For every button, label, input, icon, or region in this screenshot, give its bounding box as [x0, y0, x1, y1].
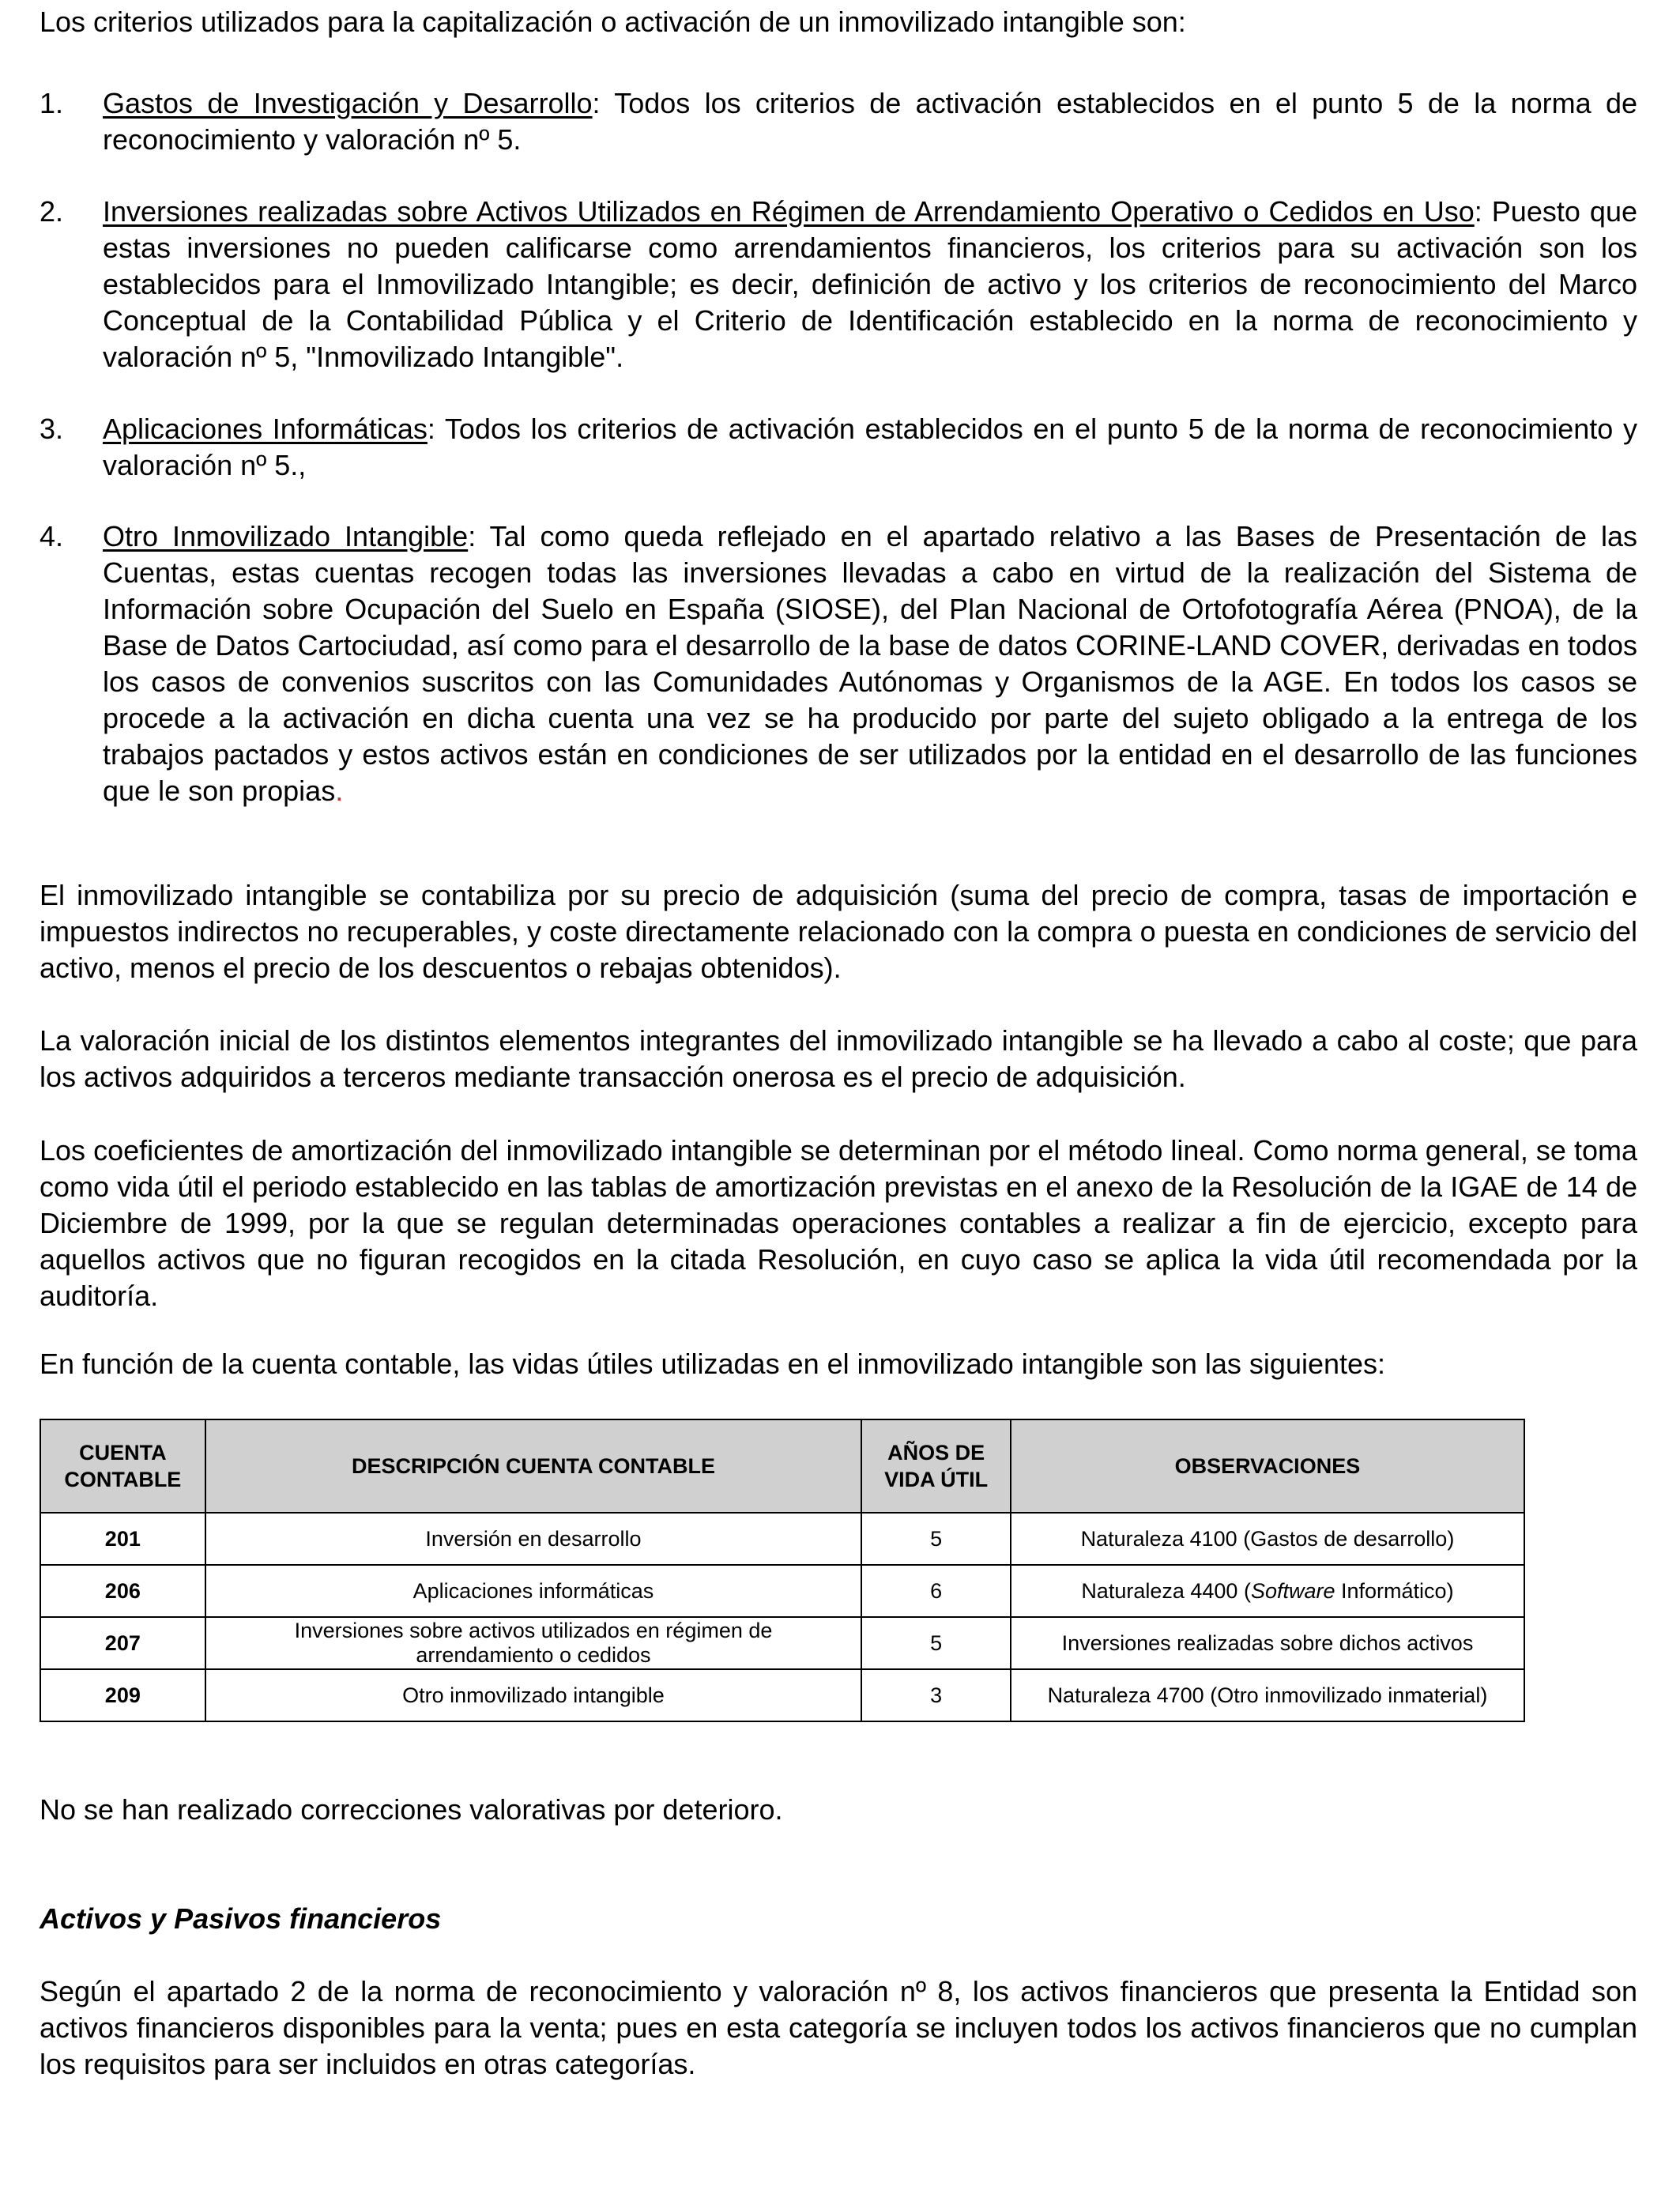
obs-italic: Software: [1250, 1578, 1335, 1603]
cell-descripcion: Otro inmovilizado intangible: [205, 1669, 862, 1721]
paragraph-valoracion: La valoración inicial de los distintos elementos integrantes del inmovilizado intangible se ha llevado a cabo al coste; que para los activos adquiridos a terceros mediante transacción onerosa es el precio de adquisición.: [40, 1024, 1637, 1093]
obs-text: Naturaleza 4700 (Otro inmovilizado inmaterial): [1047, 1683, 1488, 1707]
obs-text-post: Informático): [1335, 1578, 1454, 1603]
cell-descripcion: Aplicaciones informáticas: [205, 1565, 862, 1617]
criteria-text: : Puesto que estas inversiones no pueden calificarse como arrendamientos financieros, los criterios para su activación son los establecidos para el Inmovilizado Intangible; es decir, definición de activo y los criterios de reconocimiento del Marco Conceptual de la Contabilidad Pública y el Criterio de Identificación establecido en la norma de reconocimiento y valoración nº 5, "Inmovilizado Intangible".: [103, 195, 1637, 373]
paragraph-financieros: Según el apartado 2 de la norma de reconocimiento y valoración nº 8, los activos financieros que presenta la Entidad son activos financieros disponibles para la venta; pues en esta categoría se incluyen todos los activos financieros que no cumplan los requisitos para ser incluidos en otras categorías.: [40, 1975, 1637, 2080]
criteria-title: Gastos de Investigación y Desarrollo: [103, 87, 593, 119]
obs-text: Naturaleza 4100 (Gastos de desarrollo): [1080, 1526, 1455, 1551]
criteria-item-1: [40, 85, 1637, 158]
cell-anos: 6: [861, 1565, 1011, 1617]
cell-anos: 5: [861, 1617, 1011, 1669]
intro-paragraph: Los criterios utilizados para la capitalización o activación de un inmovilizado intangible son:: [40, 6, 1186, 38]
criteria-text: : Tal como queda reflejado en el apartado relativo a las Bases de Presentación de las Cuentas, estas cuentas recogen todas las inversiones llevadas a cabo en virtud de la realización del Sistema de Información sobre Ocupación del Suelo en España (SIOSE), del Plan Nacional de Ortofotografía Aérea (PNOA), de la Base de Datos Cartociudad, así como para el desarrollo de la base de datos CORINE-LAND COVER, derivadas en todos los casos de convenios suscritos con las Comunidades Autónomas y Organismos de la AGE. En todos los casos se procede a la activación en dicha cuenta una vez se ha producido por parte del sujeto obligado a la entrega de los trabajos pactados y estos activos están en condiciones de ser utilizados por la entidad en el desarrollo de las funciones que le son propias: [103, 520, 1637, 807]
cell-descripcion: Inversión en desarrollo: [205, 1513, 862, 1565]
paragraph-funcion: En función de la cuenta contable, las vidas útiles utilizadas en el inmovilizado intangible son las siguientes:: [40, 1348, 1386, 1380]
table-row: [40, 1617, 1524, 1669]
criteria-number: 4.: [40, 520, 64, 552]
cell-cuenta: 207: [40, 1617, 205, 1669]
obs-text: Inversiones realizadas sobre dichos activos: [1061, 1630, 1474, 1655]
header-anos: AÑOS DE VIDA ÚTIL: [861, 1419, 1011, 1513]
cell-observaciones: [1011, 1617, 1524, 1669]
table-row: [40, 1565, 1524, 1617]
cell-descripcion: Inversiones sobre activos utilizados en régimen de arrendamiento o cedidos: [205, 1617, 862, 1669]
table-header-row: [40, 1419, 1524, 1513]
cell-cuenta: 209: [40, 1669, 205, 1721]
paragraph-coeficientes: Los coeficientes de amortización del inmovilizado intangible se determinan por el método lineal. Como norma general, se toma como vida útil el periodo establecido en las tablas de amortización previstas en el anexo de la Resolución de la IGAE de 14 de Diciembre de 1999, por la que se regulan determinadas operaciones contables a realizar a fin de ejercicio, excepto para aquellos activos que no figuran recogidos en la citada Resolución, en cuyo caso se aplica la vida útil recomendada por la auditoría.: [40, 1134, 1637, 1312]
criteria-item-4: [40, 518, 1637, 809]
criteria-title: Inversiones realizadas sobre Activos Utilizados en Régimen de Arrendamiento Operativo o Cedidos en Uso: [103, 195, 1475, 228]
criteria-item-2: [40, 194, 1637, 375]
criteria-item-3: [40, 411, 1637, 484]
criteria-text: : Todos los criterios de activación establecidos en el punto 5 de la norma de reconocimiento y valoración nº 5.,: [103, 413, 1637, 481]
table-row: [40, 1669, 1524, 1721]
section-heading: Activos y Pasivos financieros: [40, 1902, 442, 1935]
paragraph-precio: El inmovilizado intangible se contabiliza por su precio de adquisición (suma del precio de compra, tasas de importación e impuestos indirectos no recuperables, y coste directamente relacionado con la compra o puesta en condiciones de servicio del activo, menos el precio de los descuentos o rebajas obtenidos).: [40, 879, 1637, 984]
header-descripcion: DESCRIPCIÓN CUENTA CONTABLE: [205, 1419, 862, 1513]
cell-cuenta: 201: [40, 1513, 205, 1565]
criteria-text: : Todos los criterios de activación establecidos en el punto 5 de la norma de reconocimiento y valoración nº 5.: [103, 87, 1637, 156]
vida-util-table: [40, 1419, 1525, 1722]
cell-anos: 5: [861, 1513, 1011, 1565]
paragraph-deterioro: No se han realizado correcciones valorativas por deterioro.: [40, 1793, 783, 1826]
header-cuenta: CUENTA CONTABLE: [40, 1419, 205, 1513]
cell-observaciones: [1011, 1513, 1524, 1565]
table-row: [40, 1513, 1524, 1565]
criteria-number: 3.: [40, 413, 64, 445]
criteria-title: Aplicaciones Informáticas: [103, 413, 428, 445]
cell-cuenta: 206: [40, 1565, 205, 1617]
cell-observaciones: [1011, 1565, 1524, 1617]
obs-text: Naturaleza 4400 (: [1081, 1578, 1251, 1603]
criteria-trailing-mark: .: [335, 775, 344, 807]
criteria-title: Otro Inmovilizado Intangible: [103, 520, 469, 552]
criteria-number: 1.: [40, 87, 64, 119]
cell-observaciones: [1011, 1669, 1524, 1721]
header-observaciones: OBSERVACIONES: [1011, 1419, 1524, 1513]
cell-anos: 3: [861, 1669, 1011, 1721]
criteria-number: 2.: [40, 195, 64, 228]
